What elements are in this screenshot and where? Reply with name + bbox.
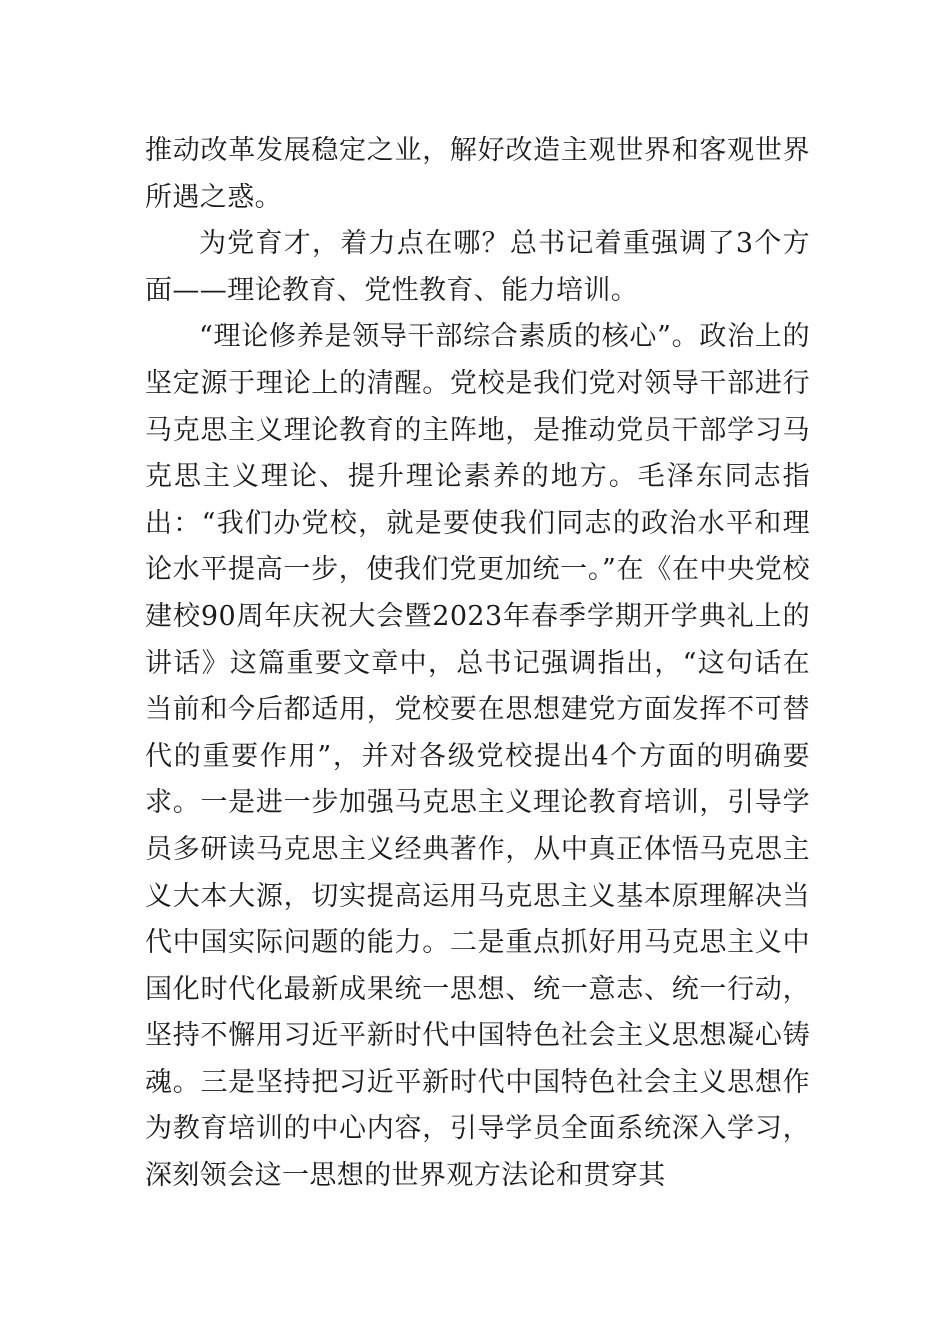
paragraph-focus-points: 为党育才，着力点在哪？总书记着重强调了3个方面——理论教育、党性教育、能力培训。	[145, 228, 810, 306]
paragraph-theory-education: “理论修养是领导干部综合素质的核心”。政治上的坚定源于理论上的清醒。党校是我们党对领导干部进行马克思主义理论教育的主阵地，是推动党员干部学习马克思主义理论、提升理论素养的地方。毛泽东同志指出：“我们办党校，就是要使我们同志的政治水平和理论水平提高一步，使我们党更加统一。”在《在中央党校建校90周年庆祝大会暨2023年春季学期开学典礼上的讲话》这篇重要文章中，总书记强调指出，“这句话在当前和今后都适用，党校要在思想建党方面发挥不可替代的重要作用”，并对各级党校提出4个方面的明确要求。一是进一步加强马克思主义理论教育培训，引导学员多研读马克思主义经典著作，从中真正体悟马克思主义大本大源，切实提高运用马克思主义基本原理解决当代中国实际问题的能力。二是重点抓好用马克思主义中国化时代化最新成果统一思想、统一意志、统一行动，坚持不懈用习近平新时代中国特色社会主义思想凝心铸魂。三是坚持把习近平新时代中国特色社会主义思想作为教育培训的中心内容，引导学员全面系统深入学习，深刻领会这一思想的世界观方法论和贯穿其	[145, 321, 810, 1192]
body-text	[145, 128, 810, 1200]
paragraph-continued: 推动改革发展稳定之业，解好改造主观世界和客观世界所遇之惑。	[145, 135, 810, 213]
